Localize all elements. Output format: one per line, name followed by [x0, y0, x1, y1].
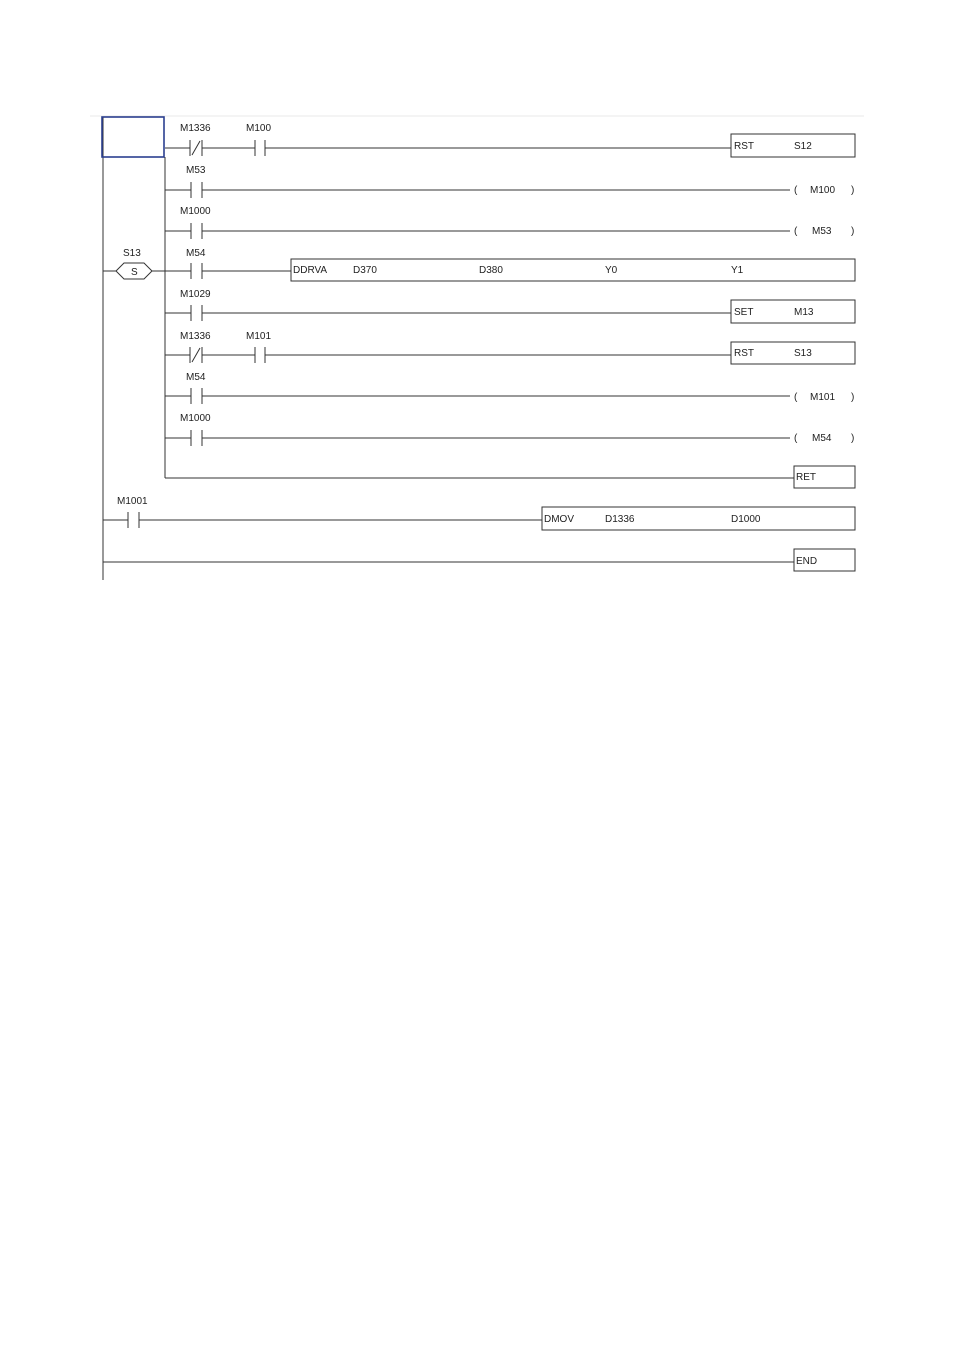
contact-label: M1336	[180, 331, 211, 342]
step-label: S13	[123, 248, 141, 259]
svg-text:(: (	[794, 392, 798, 403]
instruction-mnemonic: RET	[796, 472, 816, 483]
no-contact[interactable]	[128, 512, 139, 528]
instruction-operand: D1000	[731, 514, 761, 525]
coil-label: M100	[810, 185, 836, 196]
svg-text:(: (	[794, 185, 798, 196]
output-coil[interactable]	[794, 433, 854, 444]
no-contact[interactable]	[191, 263, 202, 279]
instruction-mnemonic: END	[796, 556, 818, 567]
instruction-operand: D380	[479, 265, 503, 276]
instruction-operand: D370	[353, 265, 377, 276]
no-contact[interactable]	[191, 388, 202, 404]
instruction-operand: S13	[794, 348, 812, 359]
svg-text:): )	[851, 433, 855, 444]
svg-text:): )	[851, 392, 855, 403]
selection-cursor[interactable]	[102, 117, 164, 157]
contact-label: M1000	[180, 206, 211, 217]
contact-label: M54	[186, 372, 206, 383]
rung-r7	[165, 372, 854, 404]
nc-contact[interactable]	[190, 347, 202, 363]
nc-contact[interactable]	[190, 140, 202, 156]
instruction-operand: D1336	[605, 514, 635, 525]
output-coil[interactable]	[794, 226, 854, 237]
svg-text:(: (	[794, 226, 798, 237]
contact-label: M53	[186, 165, 206, 176]
instruction-mnemonic: DDRVA	[293, 265, 328, 276]
contact-label: M54	[186, 248, 206, 259]
instruction-operand: Y1	[731, 265, 744, 276]
no-contact[interactable]	[191, 223, 202, 239]
svg-text:): )	[851, 226, 855, 237]
rung-r11	[103, 549, 855, 571]
instruction-mnemonic: RST	[734, 141, 754, 152]
instruction-operand: M13	[794, 307, 814, 318]
coil-label: M53	[812, 226, 832, 237]
contact-label: M1336	[180, 123, 211, 134]
instruction-mnemonic: DMOV	[544, 514, 574, 525]
instruction-mnemonic: SET	[734, 307, 754, 318]
contact-label: M1000	[180, 413, 211, 424]
contact-label: M101	[246, 331, 272, 342]
no-contact[interactable]	[255, 140, 265, 156]
svg-text:(: (	[794, 433, 798, 444]
coil-label: M54	[812, 433, 832, 444]
instruction-box[interactable]	[542, 507, 855, 530]
rung-r1	[165, 123, 855, 157]
rung-r4	[165, 248, 855, 281]
no-contact[interactable]	[191, 182, 202, 198]
svg-text:): )	[851, 185, 855, 196]
no-contact[interactable]	[191, 305, 202, 321]
rung-r6	[165, 331, 855, 364]
no-contact[interactable]	[255, 347, 265, 363]
contact-label: M1029	[180, 289, 211, 300]
rung-r5	[165, 289, 855, 323]
output-coil[interactable]	[794, 185, 854, 196]
contact-label: M100	[246, 123, 272, 134]
no-contact[interactable]	[191, 430, 202, 446]
instruction-mnemonic: RST	[734, 348, 754, 359]
output-coil[interactable]	[794, 392, 854, 403]
instruction-operand: Y0	[605, 265, 618, 276]
rung-r9	[165, 466, 855, 488]
rung-r10	[103, 496, 855, 530]
rung-r3	[165, 206, 854, 239]
coil-label: M101	[810, 392, 836, 403]
instruction-operand: S12	[794, 141, 812, 152]
contact-label: M1001	[117, 496, 148, 507]
rung-r8	[165, 413, 854, 446]
rung-r2	[165, 165, 854, 198]
step-symbol: S	[131, 267, 138, 278]
